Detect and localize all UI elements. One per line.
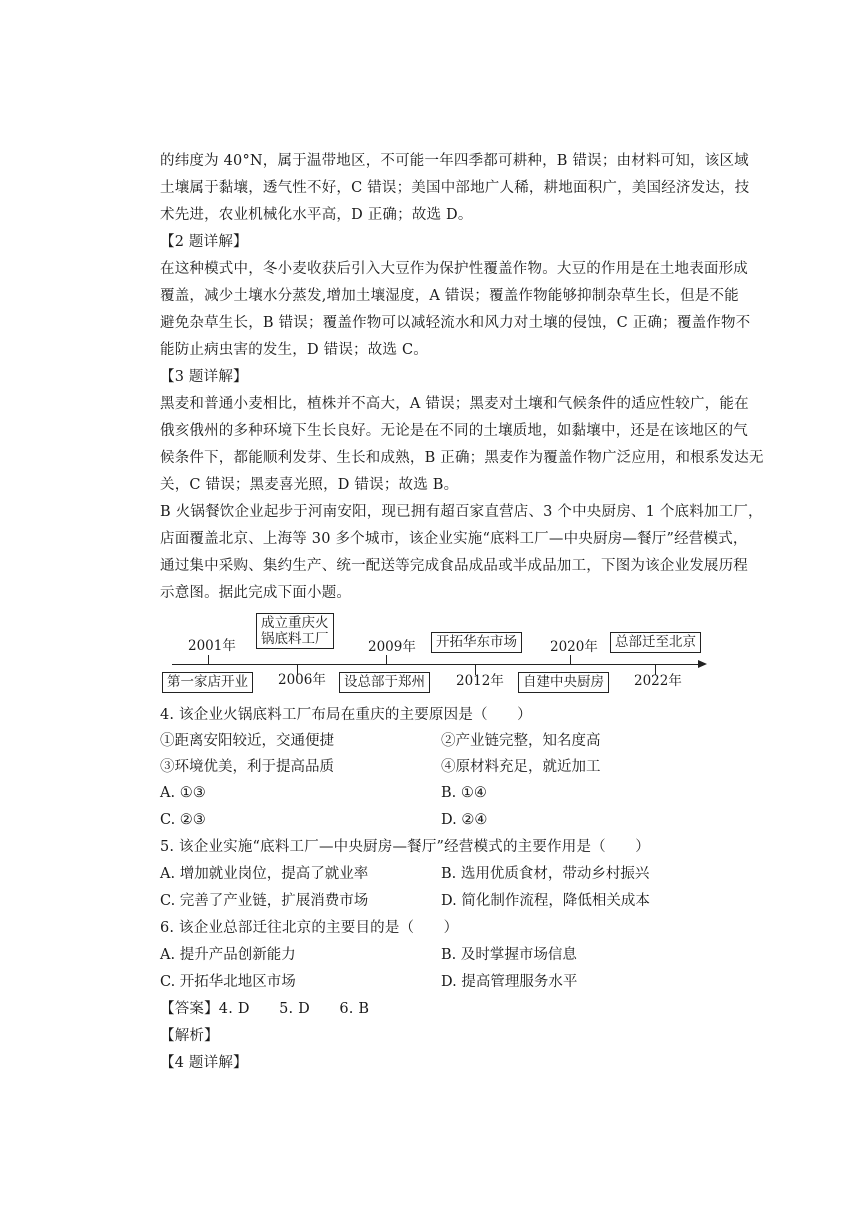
event-central-kitchen: 自建中央厨房 [518, 672, 609, 693]
year-label-2020: 2020年 [550, 639, 598, 655]
q4-statement-2: ②产业链完整，知名度高 [441, 733, 601, 749]
event-east-china-market: 开拓华东市场 [431, 632, 522, 653]
text-line: 示意图。据此完成下面小题。 [160, 585, 352, 601]
event-first-shop: 第一家店开业 [162, 672, 253, 693]
text-line: 覆盖，减少土壤水分蒸发,增加土壤湿度，A 错误；覆盖作物能够抑制杂草生长，但是不能 [160, 288, 739, 304]
text-line: 在这种模式中，冬小麦收获后引入大豆作为保护性覆盖作物。大豆的作用是在土地表面形成 [160, 261, 748, 277]
year-label-2022: 2022年 [634, 673, 682, 689]
event-beijing-hq: 总部迁至北京 [610, 632, 701, 653]
q5-option-b: B. 选用优质食材，带动乡村振兴 [441, 866, 650, 882]
q4-option-c: C. ②③ [160, 812, 206, 828]
q5-option-c: C. 完善了产业链，扩展消费市场 [160, 893, 369, 909]
q4-statement-4: ④原材料充足，就近加工 [441, 759, 601, 775]
text-line: 店面覆盖北京、上海等 30 多个城市，该企业实施“底料工厂—中央厨房—餐厅”经营模式， [160, 531, 748, 547]
text-line: 土壤属于黏壤，透气性不好，C 错误；美国中部地广人稀，耕地面积广，美国经济发达，技 [160, 180, 750, 196]
question-5-stem: 5. 该企业实施“底料工厂—中央厨房—餐厅”经营模式的主要作用是（ ） [160, 839, 650, 855]
section-heading: 【3 题详解】 [160, 369, 248, 385]
event-chongqing-factory [256, 613, 334, 649]
question-6-stem: 6. 该企业总部迁往北京的主要目的是（ ） [160, 920, 459, 936]
analysis-heading: 【解析】 [160, 1028, 219, 1044]
year-label-2012: 2012年 [456, 673, 504, 689]
year-label-2001: 2001年 [188, 638, 236, 654]
timeline-tick-2001 [208, 655, 209, 665]
q4-option-d: D. ②④ [441, 812, 488, 828]
q5-option-a: A. 增加就业岗位，提高了就业率 [160, 866, 369, 882]
text-line: 候条件下，都能顺利发芽、生长和成熟，B 正确；黑麦作为覆盖作物广泛应用，和根系发达无 [160, 450, 764, 466]
year-label-2009: 2009年 [368, 639, 416, 655]
q4-statement-1: ①距离安阳较近，交通便捷 [160, 733, 334, 749]
q6-option-b: B. 及时掌握市场信息 [441, 947, 577, 963]
year-label-2006: 2006年 [278, 672, 326, 688]
answer-line: 【答案】4. D 5. D 6. B [160, 1001, 370, 1017]
q4-option-a: A. ①③ [160, 785, 206, 801]
timeline-tick-2020 [570, 655, 571, 665]
event-chongqing-factory-line2: 锅底料工厂 [261, 631, 329, 647]
text-line: 能防止病虫害的发生，D 错误；故选 C。 [160, 342, 428, 358]
text-line: 术先进，农业机械化水平高，D 正确；故选 D。 [160, 207, 473, 223]
text-line: 避免杂草生长，B 错误；覆盖作物可以减轻流水和风力对土壤的侵蚀，C 正确；覆盖作物不 [160, 315, 751, 331]
development-timeline [160, 612, 720, 698]
text-line: 关，C 错误；黑麦喜光照，D 错误；故选 B。 [160, 477, 459, 493]
event-zhengzhou-hq: 设总部于郑州 [339, 672, 430, 693]
q6-option-a: A. 提升产品创新能力 [160, 947, 296, 963]
q4-statement-3: ③环境优美，利于提高品质 [160, 759, 334, 775]
text-line: 俄亥俄州的多种环境下生长良好。无论是在不同的土壤质地，如黏壤中，还是在该地区的气 [160, 423, 748, 439]
question-4-stem: 4. 该企业火锅底料工厂布局在重庆的主要原因是（ ） [160, 707, 532, 723]
section-heading: 【2 题详解】 [160, 234, 248, 250]
text-line: 的纬度为 40°N，属于温带地区，不可能一年四季都可耕种，B 错误；由材料可知，该区域 [160, 153, 749, 169]
q6-option-c: C. 开拓华北地区市场 [160, 974, 296, 990]
event-chongqing-factory-line1: 成立重庆火 [261, 615, 329, 631]
q6-option-d: D. 提高管理服务水平 [441, 974, 578, 990]
text-line: 黑麦和普通小麦相比，植株并不高大，A 错误；黑麦对土壤和气候条件的适应性较广，能在 [160, 396, 749, 412]
text-line: 通过集中采购、集约生产、统一配送等完成食品成品或半成品加工，下图为该企业发展历程 [160, 558, 748, 574]
q5-option-d: D. 简化制作流程，降低相关成本 [441, 893, 650, 909]
timeline-axis [172, 664, 702, 665]
detail-4-heading: 【4 题详解】 [160, 1055, 248, 1071]
timeline-arrow [698, 660, 707, 668]
text-line: B 火锅餐饮企业起步于河南安阳，现已拥有超百家直营店、3 个中央厨房、1 个底料加工厂， [160, 504, 763, 520]
timeline-tick-2009 [386, 655, 387, 665]
q4-option-b: B. ①④ [441, 785, 487, 801]
